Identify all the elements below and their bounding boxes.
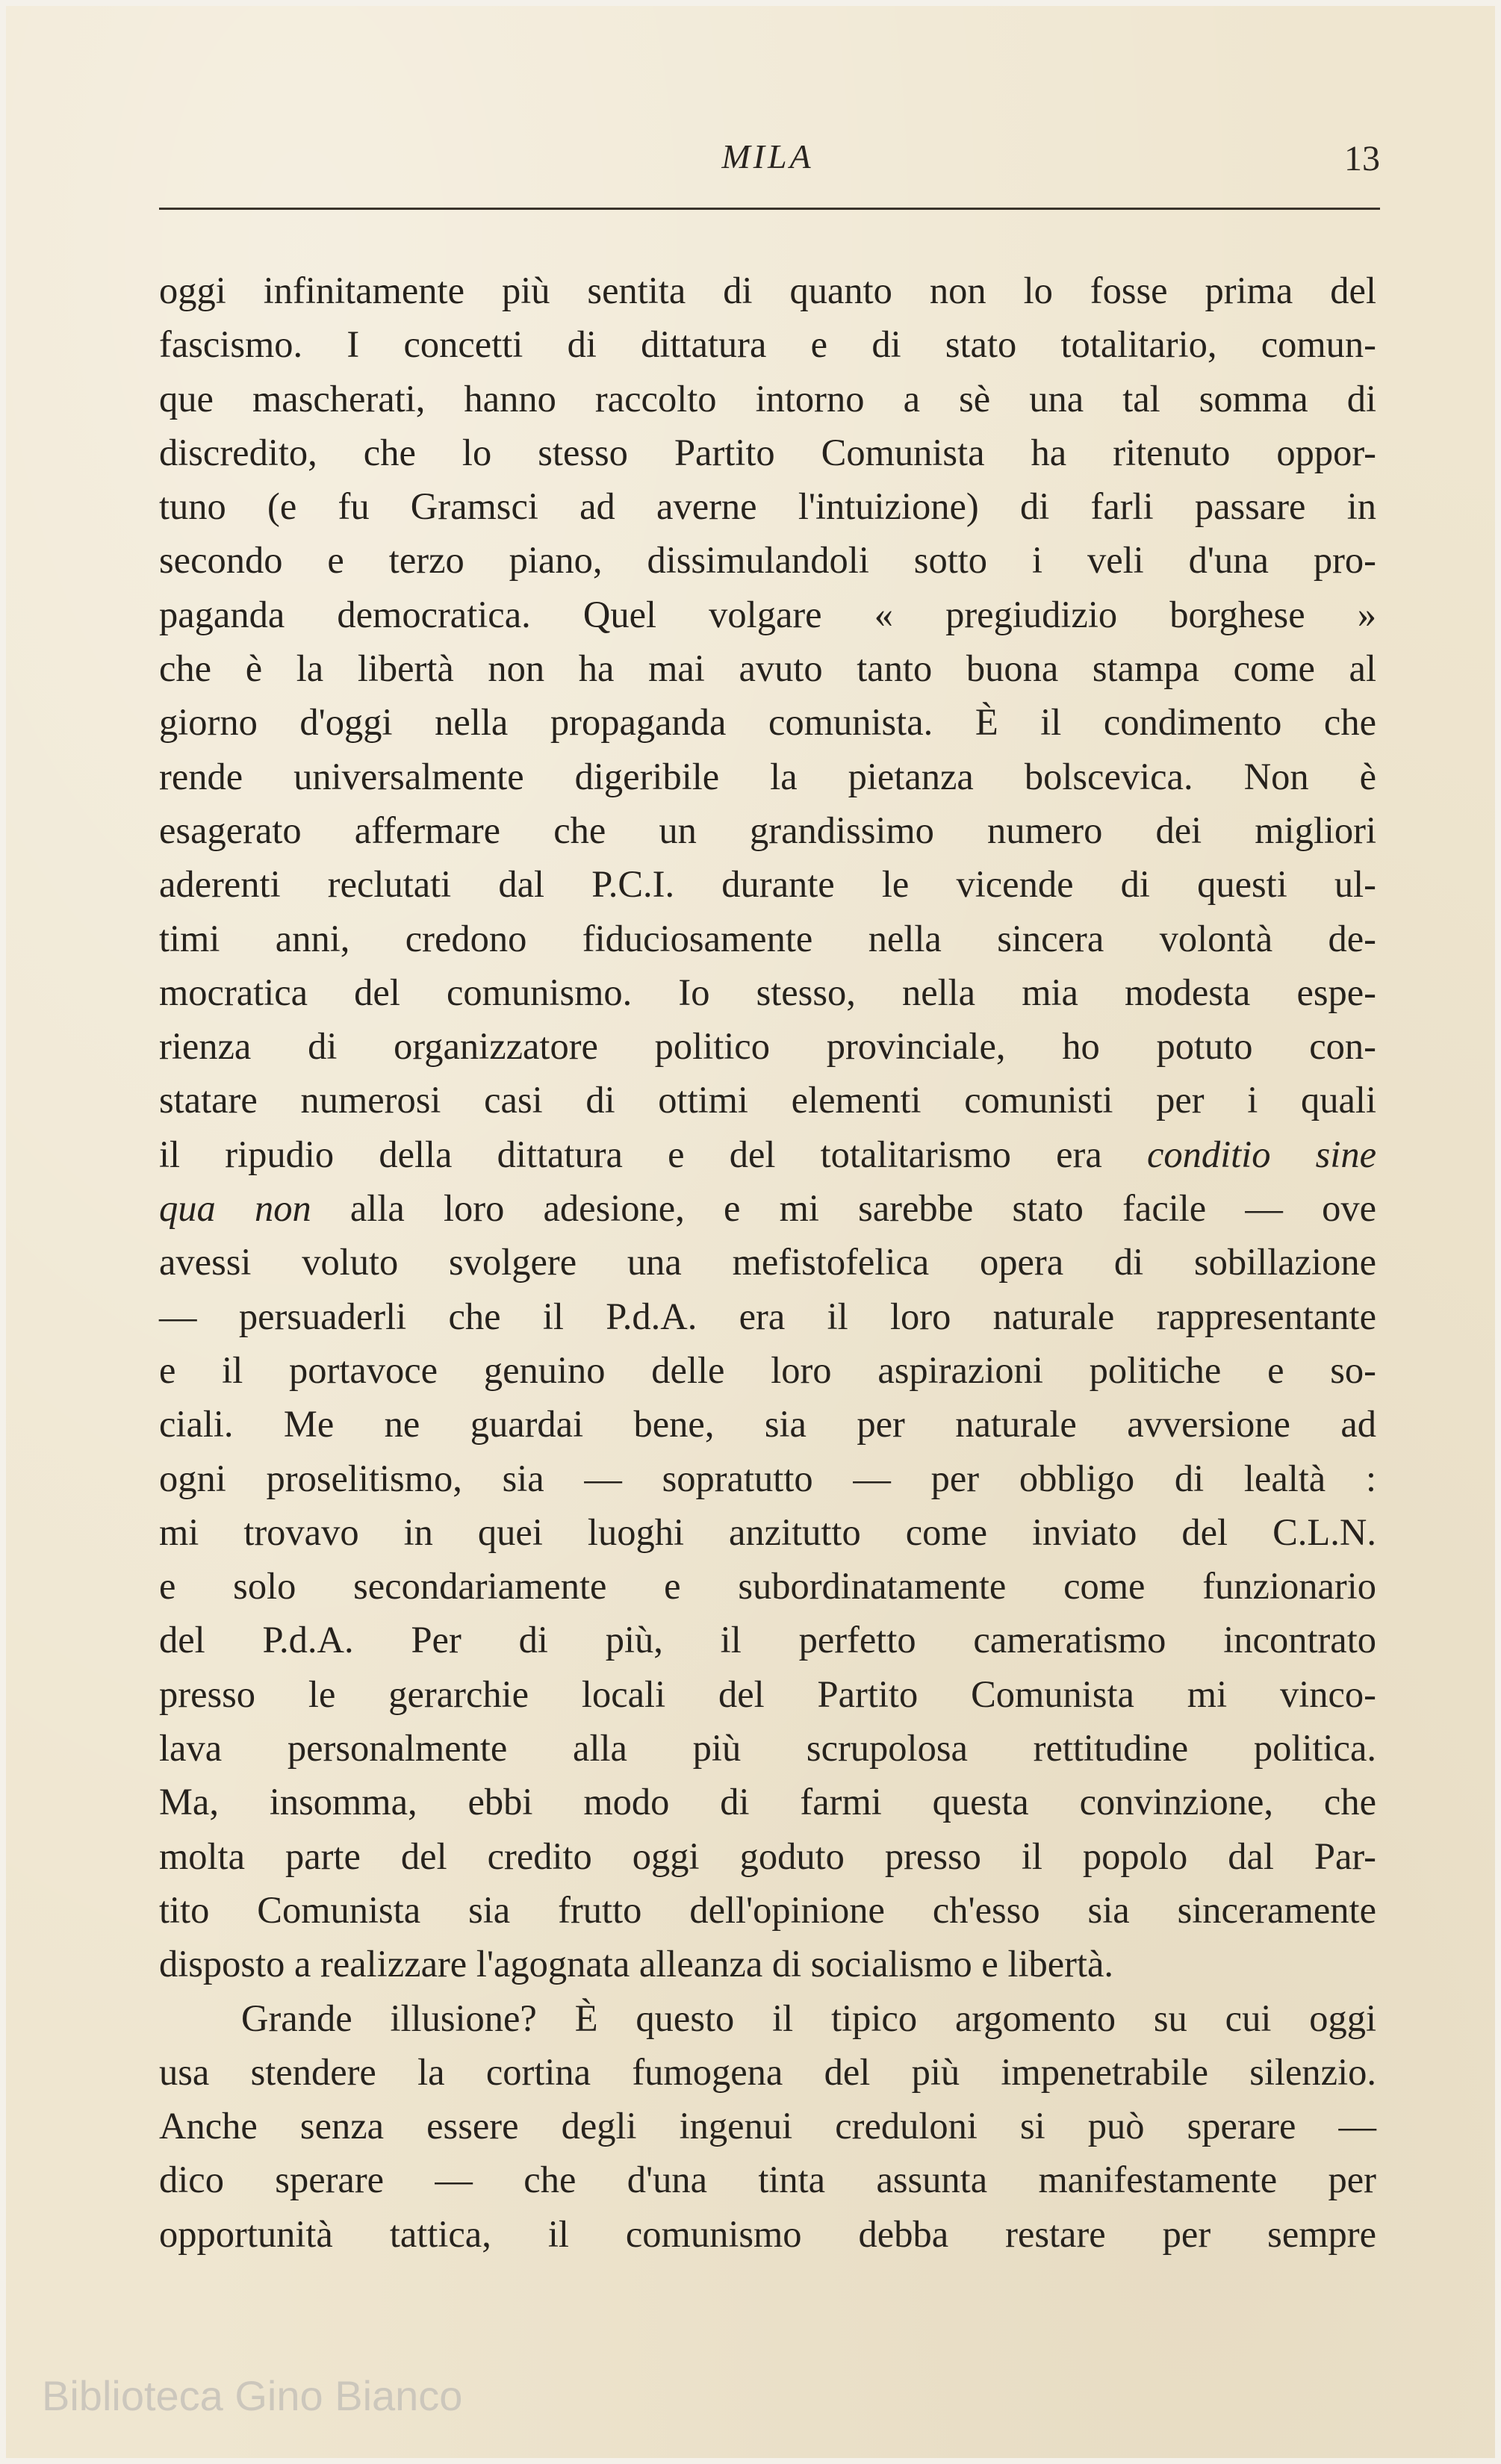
running-head [155,137,1380,181]
text-line: disposto a realizzare l'agognata alleanza di socialismo e libertà. [159,1943,1114,1985]
italic-phrase: conditio sine [1146,1133,1376,1175]
text-line: che è la libertà non ha mai avuto tanto buona stampa come al [159,647,1376,690]
text-line: usa stendere la cortina fumogena del più impenetrabile silenzio. [159,2050,1376,2093]
text-line: timi anni, credono fiduciosamente nella sincera volontà de- [159,917,1376,959]
running-head-title: MILA [721,137,814,175]
text-line: avessi voluto svolgere una mefistofelica opera di sobillazione [159,1241,1376,1284]
body-text [159,264,1376,2261]
text-line: statare numerosi casi di ottimi elementi comunisti per i quali [159,1079,1376,1121]
text-line: esagerato affermare che un grandissimo numero dei migliori [159,809,1376,851]
text-line: rienza di organizzatore politico provinciale, ho potuto con- [159,1025,1376,1068]
text-line: tito Comunista sia frutto dell'opinione ch'esso sia sinceramente [159,1888,1376,1931]
library-watermark: Biblioteca Gino Bianco [42,2372,463,2419]
page-number: 13 [1344,139,1380,178]
text-line: mocratica del comunismo. Io stesso, nella mia modesta espe- [159,971,1376,1013]
text-line: il ripudio della dittatura e del totalitarismo era conditio sine [159,1133,1376,1175]
text-line: opportunità tattica, il comunismo debba restare per sempre [159,2212,1376,2255]
text-line: que mascherati, hanno raccolto intorno a sè una tal somma di [159,377,1376,420]
text-line: molta parte del credito oggi goduto presso il popolo dal Par- [159,1835,1376,1877]
header-rule [159,208,1380,210]
text-line: qua non alla loro adesione, e mi sarebbe stato facile — ove [159,1187,1377,1230]
text-line: lava personalmente alla più scrupolosa rettitudine politica. [159,1727,1376,1770]
text-line: aderenti reclutati dal P.C.I. durante le vicende di questi ul- [159,863,1376,906]
text-line: ciali. Me ne guardai bene, sia per naturale avversione ad [159,1403,1376,1446]
text-line: del P.d.A. Per di più, il perfetto cameratismo incontrato [159,1619,1376,1661]
text-line: Grande illusione? È questo il tipico argomento su cui oggi [241,1997,1376,2039]
text-line: oggi infinitamente più sentita di quanto non lo fosse prima del [159,270,1376,311]
text-line: secondo e terzo piano, dissimulandoli sotto i veli d'una pro- [159,539,1376,582]
text-line: discredito, che lo stesso Partito Comunista ha ritenuto oppor- [159,431,1376,473]
text-line: Ma, insomma, ebbi modo di farmi questa convinzione, che [159,1781,1376,1823]
text-line: Anche senza essere degli ingenui creduloni si può sperare — [159,2105,1376,2147]
text-line: tuno (e fu Gramsci ad averne l'intuizione) di farli passare in [159,485,1376,528]
italic-phrase: qua non [159,1187,311,1230]
text-line: paganda democratica. Quel volgare « pregiudizio borghese » [159,593,1376,635]
text-line: fascismo. I concetti di dittatura e di stato totalitario, comun- [159,323,1376,366]
text-line: e solo secondariamente e subordinatamente come funzionario [159,1565,1376,1608]
text-line: rende universalmente digeribile la pietanza bolscevica. Non è [159,755,1376,797]
text-line: giorno d'oggi nella propaganda comunista. È il condimento che [159,701,1376,744]
text-line: mi trovavo in quei luoghi anzitutto come inviato del C.L.N. [159,1511,1376,1553]
text-line: dico sperare — che d'una tinta assunta manifestamente per [159,2159,1376,2201]
text-line: — persuaderli che il P.d.A. era il loro naturale rappresentante [159,1295,1376,1337]
text-line: e il portavoce genuino delle loro aspirazioni politiche e so- [159,1348,1376,1391]
text-line: ogni proselitismo, sia — sopratutto — per obbligo di lealtà : [159,1457,1376,1499]
text-line: presso le gerarchie locali del Partito Comunista mi vinco- [159,1673,1376,1715]
